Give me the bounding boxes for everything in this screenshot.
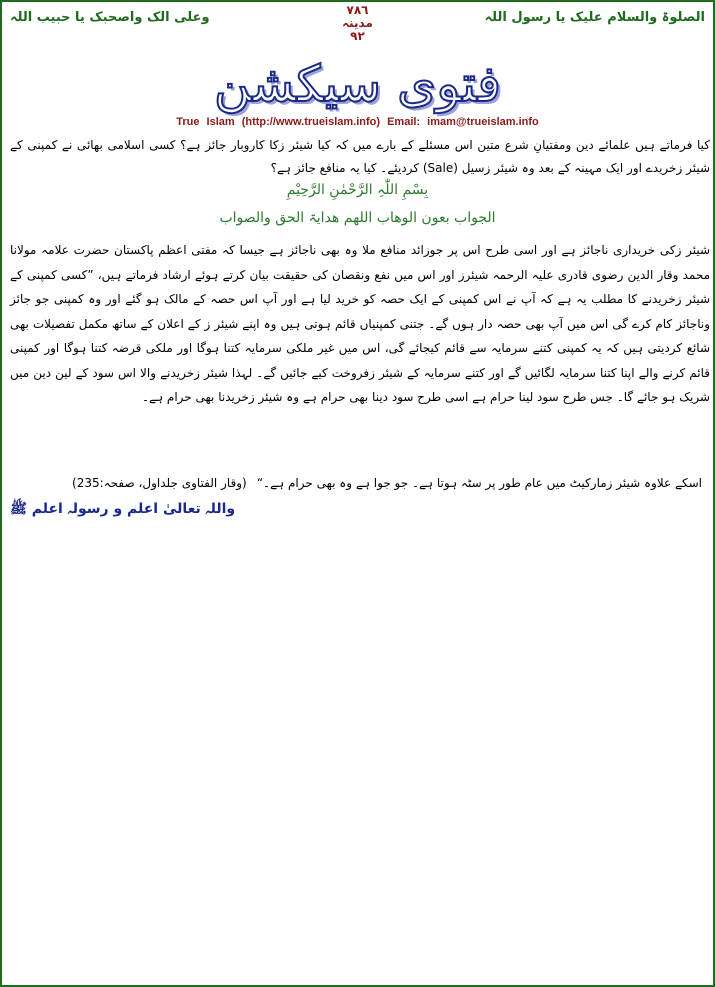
- header-salutation-right: الصلوۃ والسلام علیک یا رسول اللہ: [484, 10, 705, 25]
- page-title: فتوی سیکشن: [213, 55, 502, 113]
- bismillah: بِسْمِ اللّٰہِ الرَّحْمٰنِ الرَّحِیْمِ: [286, 182, 429, 198]
- header-salutation-left: وعلی الک واصحبک یا حبیب اللہ: [10, 10, 210, 25]
- answer-text: شیئر زکی خریداری ناجائز ہے اور اسی طرح اس پر جوزائد منافع ملا وہ بھی ناجائز ہے جیسا کہ مفتی اعظم پاکستان حضرت علامہ مولانا محمد وقار الدین رضوی قادری علیہ الرحمہ شیئرز اور اس میں نفع ونقصان کی حقیقت بیان کرتے ہوئے ارشاد فرماتے ہیں، ”کسی کمپنی کے شیئر زخریدنے کا مطلب یہ ہے کہ آپ نے اس کمپنی کے ایک حصہ کو خرید لیا ہے اور آپ اس حصہ کے مالک ہو گئے اور وہ کمپنی جو جائز وناجائز کام کرے گی اس میں آپ بھی حصہ دار ہوں گے۔ جتنی کمپنیاں قائم ہوتی ہیں وہ اپنے شیئر ز کے اعلان کے ساتھ مکمل تفصیلات بھی شائع کردیتی ہیں کہ یہ کمپنی کتنے سرمایہ سے قائم کیجائے گی، اس میں غیر ملکی سرمایہ کتنا ہوگا اور ملکی قرضہ کتنا ہوگا اور کمپنی قائم کرنے والے اپنا کتنا سرمایہ لگائیں گے اور کتنے سرمایہ کے شیئر زفروخت کیے جائیں گے۔ لہذا شیئر زخریدنے والا اس سود کے لین دین میں شریک ہو جائے گا۔ جس طرح سود لینا حرام ہے اسی طرح سود دینا بھی حرام ہے وہ شیئر زخریدنا بھی حرام ہے۔: [10, 243, 710, 404]
- closing-line: واللہ تعالیٰ اعلم و رسولہ اعلم ﷺ: [10, 501, 236, 517]
- header-number-786: ٧٨٦: [346, 3, 369, 17]
- site-info-line: True Islam (http://www.trueislam.info) Email: imam@trueislam.info: [176, 116, 539, 128]
- answer-last-line: اسکے علاوہ شیئر زمارکیٹ میں عام طور پر سٹہ ہوتا ہے۔ جو جوا ہے وہ بھی حرام ہے۔“: [256, 476, 702, 490]
- header-number-92: ٩٢: [350, 29, 365, 43]
- header-madina: مدینہ: [342, 16, 373, 30]
- question-text: کیا فرماتے ہیں علمائے دین ومفتیانِ شرع متین اس مسئلے کے بارے میں کہ کیا شیئر زکا کاروبار جائز ہے؟ کسی اسلامی بھائی نے کمپنی کے شیئر زخریدے اور ایک مہینہ کے بعد وہ شیئر زسیل (Sale) کردیئے۔ کیا یہ منافع جائز ہے؟: [10, 138, 710, 175]
- reference-citation: (وقار الفتاوی جلداول، صفحہ:235): [72, 476, 247, 490]
- answer-intro: الجواب بعون الوھاب اللھم ھدایۃ الحق والصواب: [219, 210, 496, 226]
